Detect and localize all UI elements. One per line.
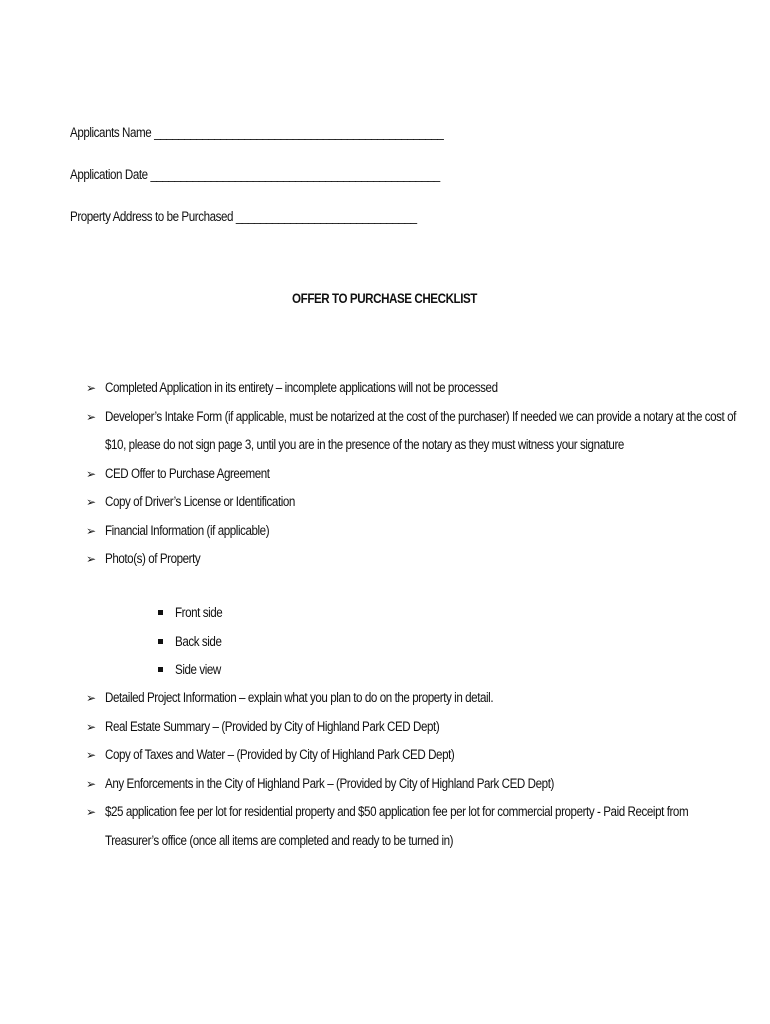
page-title: OFFER TO PURCHASE CHECKLIST	[292, 291, 478, 306]
applicants-name-line[interactable]: ________________________________________________	[154, 125, 444, 140]
property-address-field[interactable]	[70, 209, 417, 224]
checklist-continued	[86, 684, 746, 855]
arrow-bullet-icon: ➢	[86, 466, 96, 481]
arrow-bullet-icon: ➢	[86, 523, 96, 538]
checklist	[86, 374, 746, 574]
square-bullet-icon	[158, 610, 163, 615]
property-address-line[interactable]: ______________________________	[235, 209, 417, 224]
arrow-bullet-icon: ➢	[86, 552, 96, 566]
arrow-bullet-icon: ➢	[86, 805, 96, 819]
arrow-bullet-icon: ➢	[86, 748, 96, 762]
checklist-item: ➢ Developer’s Intake Form (if applicable, must be notarized at the cost of the purchaser) If needed we can provide a notary at the cost of $10, please do not sign page 3, until you are in the presence of the notary as they must witness your signature	[86, 403, 746, 460]
arrow-bullet-icon: ➢	[86, 495, 96, 509]
checklist-item: ➢ CED Offer to Purchase Agreement	[86, 460, 746, 489]
square-bullet-icon	[158, 667, 163, 672]
checklist-item: ➢ Real Estate Summary – (Provided by City of Highland Park CED Dept)	[86, 713, 746, 742]
checklist-item: ➢ Financial Information (if applicable)	[86, 517, 746, 546]
application-date-label: Application Date	[70, 167, 148, 182]
application-date-field[interactable]	[70, 167, 440, 182]
checklist-item: ➢ Detailed Project Information – explain what you plan to do on the property in detail.	[86, 684, 746, 713]
arrow-bullet-icon: ➢	[86, 691, 96, 705]
application-date-line[interactable]: ________________________________________________	[150, 167, 440, 182]
arrow-bullet-icon: ➢	[86, 381, 96, 395]
checklist-item: ➢ Copy of Driver’s License or Identification	[86, 488, 746, 517]
checklist-item: ➢ Any Enforcements in the City of Highland Park – (Provided by City of Highland Park CED Dept)	[86, 770, 746, 799]
checklist-item: ➢ Copy of Taxes and Water – (Provided by City of Highland Park CED Dept)	[86, 741, 746, 770]
checklist-item: ➢ $25 application fee per lot for residential property and $50 application fee per lot for commercial property - Paid Receipt from Treasurer’s office (once all items are completed and ready to be turned in)	[86, 798, 746, 855]
applicants-name-label: Applicants Name	[70, 125, 152, 140]
arrow-bullet-icon: ➢	[86, 776, 96, 791]
photo-sublist	[86, 599, 486, 685]
checklist-item: ➢ Completed Application in its entirety – incomplete applications will not be processed	[86, 374, 746, 403]
property-address-label: Property Address to be Purchased	[70, 209, 234, 224]
photo-subitem: Back side	[86, 628, 486, 657]
checklist-item: ➢ Photo(s) of Property	[86, 545, 746, 574]
photo-subitem: Front side	[86, 599, 486, 628]
arrow-bullet-icon: ➢	[86, 409, 96, 424]
photo-subitem: Side view	[86, 656, 486, 685]
applicants-name-field[interactable]	[70, 125, 443, 140]
arrow-bullet-icon: ➢	[86, 719, 96, 734]
square-bullet-icon	[158, 639, 163, 644]
